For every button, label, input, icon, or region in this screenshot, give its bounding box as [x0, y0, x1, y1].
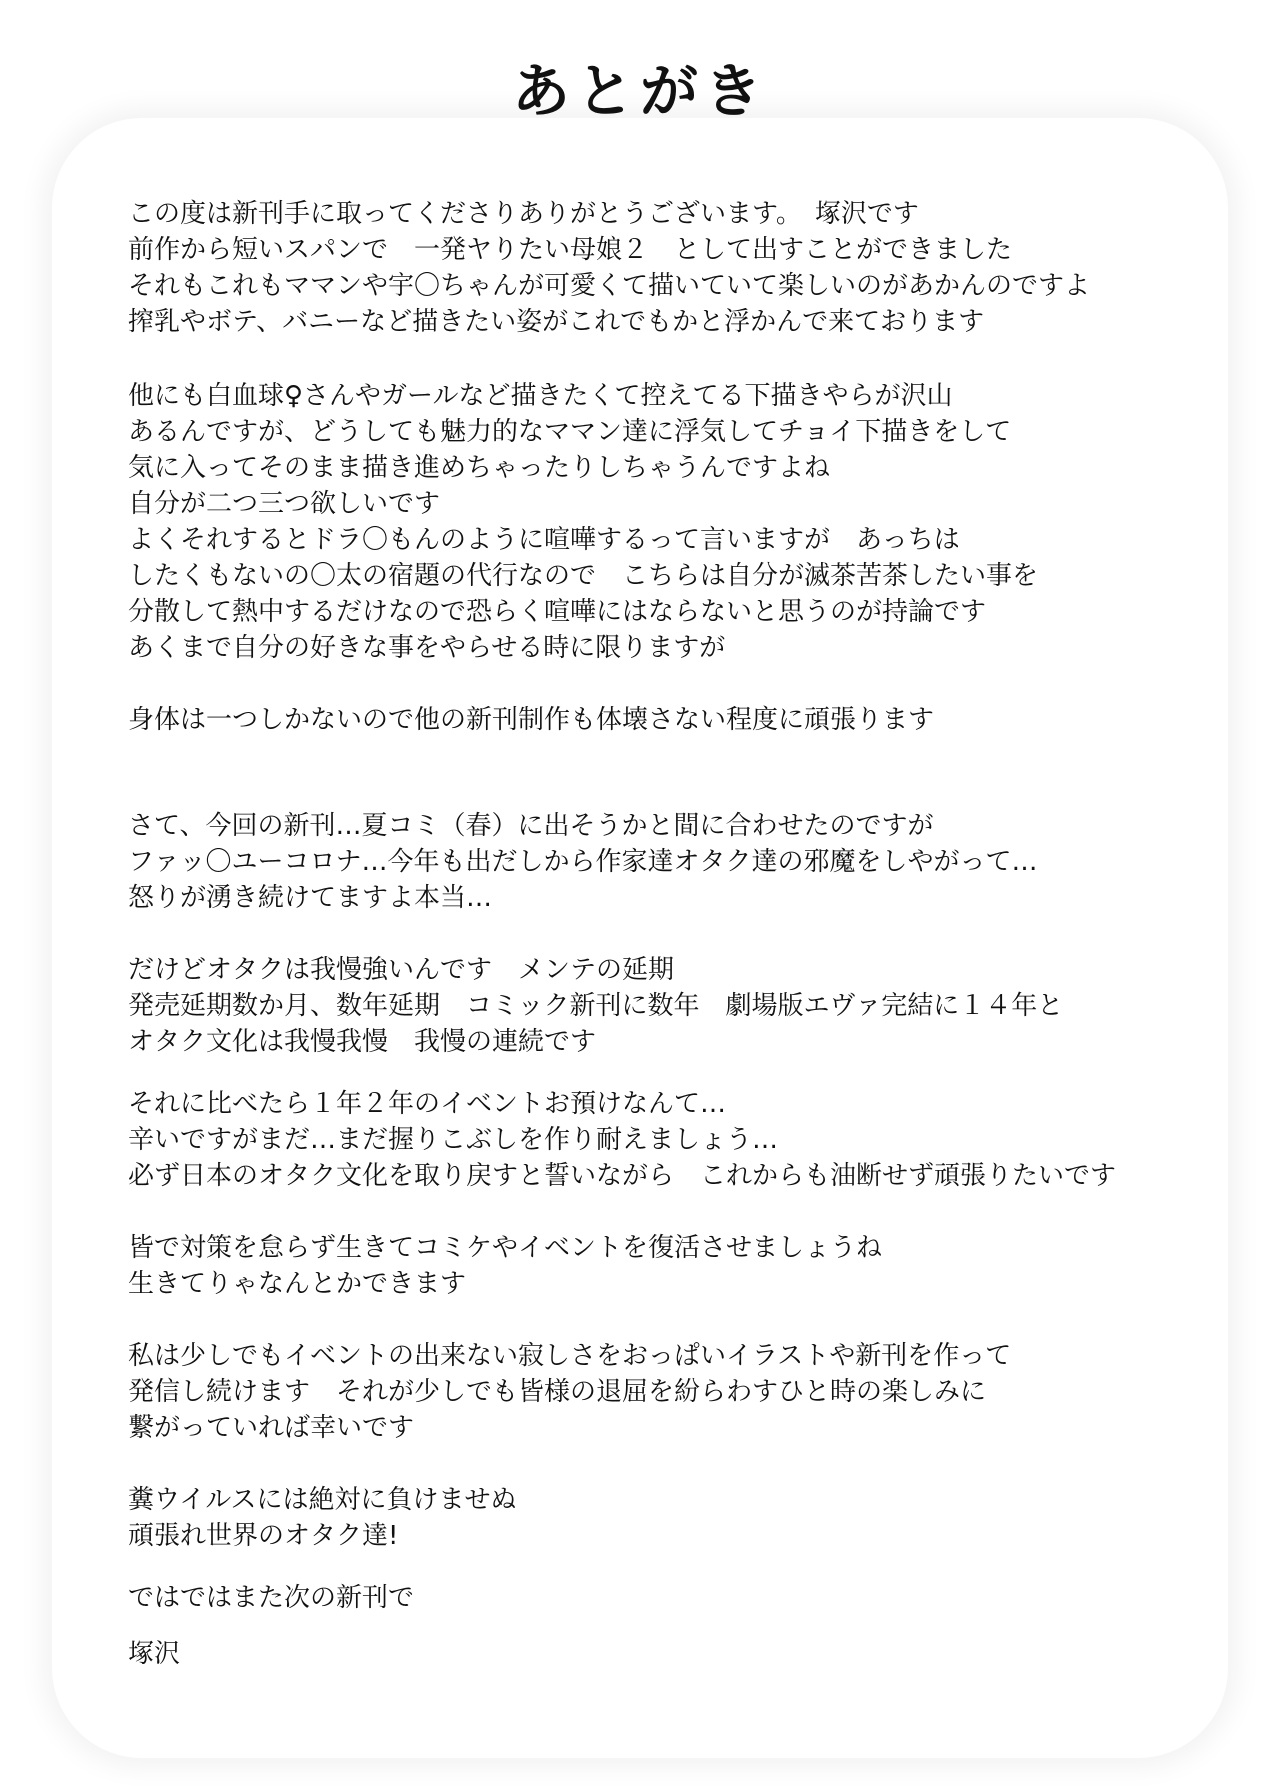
text-line: したくもないの〇太の宿題の代行なので こちらは自分が滅茶苦茶したい事を — [128, 561, 1039, 591]
text-line: 辛いですがまだ…まだ握りこぶしを作り耐えましょう… — [128, 1125, 779, 1155]
text-line: ファッ〇ユーコロナ…今年も出だしから作家達オタク達の邪魔をしやがって… — [128, 847, 1038, 877]
text-line: 頑張れ世界のオタク達! — [128, 1521, 399, 1551]
paragraph — [128, 378, 1248, 666]
text-line: それに比べたら１年２年のイベントお預けなんて… — [128, 1089, 727, 1119]
text-line: 怒りが湧き続けてますよ本当… — [128, 883, 493, 913]
text-line: 発売延期数か月、数年延期 コミック新刊に数年 劇場版エヴァ完結に１４年と — [128, 991, 1064, 1021]
text-line: 自分が二つ三つ欲しいです — [128, 489, 441, 519]
text-line: それもこれもママンや宇〇ちゃんが可愛くて描いていて楽しいのがあかんのですよ — [128, 271, 1091, 301]
text-line: 身体は一つしかないので他の新刊制作も体壊さない程度に頑張ります — [128, 705, 935, 735]
text-line: 発信し続けます それが少しでも皆様の退屈を紛らわすひと時の楽しみに — [128, 1377, 987, 1407]
text-line: よくそれするとドラ〇もんのように喧嘩するって言いますが あっちは — [128, 525, 960, 555]
text-line: オタク文化は我慢我慢 我慢の連続です — [128, 1027, 597, 1057]
text-line: この度は新刊手に取ってくださりありがとうございます。 塚沢です — [128, 199, 919, 229]
text-line: 気に入ってそのまま描き進めちゃったりしちゃうんですよね — [128, 453, 831, 483]
paragraph — [128, 196, 1248, 340]
afterword-body — [128, 196, 1248, 1672]
signature — [128, 1636, 1248, 1672]
paragraph — [128, 952, 1248, 1060]
text-line: 他にも白血球♀さんやガールなど描きたくて控えてる下描きやらが沢山 — [128, 381, 953, 411]
paragraph — [128, 1580, 1248, 1616]
text-line: だけどオタクは我慢強いんです メンテの延期 — [128, 955, 675, 985]
paragraph — [128, 1230, 1248, 1302]
page-title: あとがき — [511, 57, 768, 125]
text-line: 皆で対策を怠らず生きてコミケやイベントを復活させましょうね — [128, 1233, 883, 1263]
text-line: 搾乳やボテ、バニーなど描きたい姿がこれでもかと浮かんで来ております — [128, 307, 985, 337]
text-line: 前作から短いスパンで 一発ヤりたい母娘２ として出すことができました — [128, 235, 1013, 265]
paragraph — [128, 1338, 1248, 1446]
text-line: 分散して熱中するだけなので恐らく喧嘩にはならないと思うのが持論です — [128, 597, 987, 627]
paragraph — [128, 702, 1248, 738]
paragraph — [128, 808, 1248, 916]
text-line: 私は少しでもイベントの出来ない寂しさをおっぱいイラストや新刊を作って — [128, 1341, 1012, 1371]
text-line: 塚沢 — [128, 1639, 181, 1669]
paragraph — [128, 1086, 1248, 1194]
text-line: あるんですが、どうしても魅力的なママン達に浮気してチョイ下描きをして — [128, 417, 1012, 447]
paragraph — [128, 1482, 1248, 1554]
text-line: 繋がっていれば幸いです — [128, 1413, 415, 1443]
text-line: さて、今回の新刊…夏コミ（春）に出そうかと間に合わせたのですが — [128, 811, 934, 841]
text-line: ではではまた次の新刊で — [128, 1583, 415, 1613]
text-line: 生きてりゃなんとかできます — [128, 1269, 467, 1299]
text-line: 必ず日本のオタク文化を取り戻すと誓いながら これからも油断せず頑張りたいです — [128, 1161, 1117, 1191]
text-line: 糞ウイルスには絶対に負けませぬ — [128, 1485, 517, 1515]
text-line: あくまで自分の好きな事をやらせる時に限りますが — [128, 633, 726, 663]
